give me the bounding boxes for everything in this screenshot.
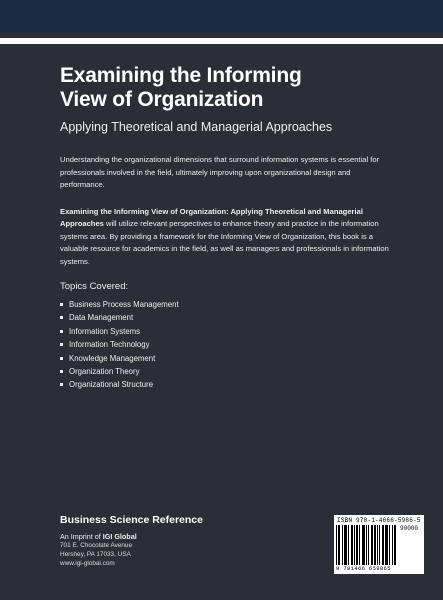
topics-list <box>60 298 390 392</box>
barcode-bar <box>377 525 378 565</box>
barcode-icon <box>336 525 398 565</box>
barcode-bar <box>374 525 375 565</box>
barcode-bar <box>387 525 388 565</box>
barcode-bar <box>357 525 358 565</box>
barcode-bar <box>354 525 355 565</box>
description-paragraph-2 <box>60 206 390 269</box>
book-title-line1: Examining the Informing <box>60 64 302 87</box>
price-code: 90000 <box>400 525 419 532</box>
barcode-bar <box>371 525 372 565</box>
imprint-name: IGI Global <box>102 532 137 541</box>
isbn-barcode <box>334 515 424 574</box>
book-title-line2: View of Organization <box>60 88 264 111</box>
barcode-bar <box>382 525 383 565</box>
barcode-bar <box>389 525 390 565</box>
description-paragraph-1: Understanding the organizational dimensions that surround information systems is essential for professionals involved in the field, ultimately improving upon organizational design and performance. <box>60 155 380 189</box>
publisher-name: Business Science Reference <box>60 514 203 526</box>
barcode-bar <box>366 525 367 565</box>
barcode-bar <box>385 525 386 565</box>
barcode-bar <box>351 525 352 565</box>
barcode-bar <box>363 525 364 565</box>
book-subtitle: Applying Theoretical and Managerial Approaches <box>60 120 333 134</box>
barcode-bar <box>372 525 373 565</box>
barcode-bar <box>345 525 346 565</box>
barcode-bar <box>346 525 347 565</box>
barcode-bar <box>395 525 396 565</box>
imprint-line <box>60 532 300 541</box>
top-color-band <box>0 0 443 32</box>
topic-item: Data Management <box>60 311 390 324</box>
barcode-bar <box>344 525 345 565</box>
topic-item: Organization Theory <box>60 365 390 378</box>
description-paragraph-2-text: will utilize relevant perspectives to enhance theory and practice in the information systems area. By providing a framework for the Informing View of Organization, this book is a valuable resource for academics in the field, as well as managers and professionals in information systems. <box>60 219 389 266</box>
website: www.igi-global.com <box>60 560 115 567</box>
barcode-bar <box>364 525 365 565</box>
description-paragraph-2-bold-title: Examining the Informing View of Organization: Applying Theoretical and Managerial Approaches <box>60 206 363 228</box>
address-line-2: Hershey, PA 17033, USA <box>60 551 131 558</box>
topics-heading: Topics Covered: <box>60 281 129 292</box>
topic-item: Business Process Management <box>60 298 390 311</box>
imprint-prefix: An Imprint of <box>60 532 103 541</box>
barcode-bar <box>338 525 339 565</box>
publisher-footer <box>60 514 300 568</box>
barcode-bar <box>362 525 363 565</box>
barcode-bar <box>356 525 357 565</box>
barcode-bar <box>386 525 387 565</box>
barcode-bar <box>342 525 343 565</box>
top-white-stripe <box>0 38 443 44</box>
barcode-bar <box>352 525 353 565</box>
back-cover-content <box>60 64 390 392</box>
barcode-bar <box>368 525 369 565</box>
barcode-bar <box>394 525 395 565</box>
topic-item: Information Technology <box>60 338 390 351</box>
topic-item: Information Systems <box>60 325 390 338</box>
barcode-bar <box>383 525 384 565</box>
isbn-number: ISBN 978-1-4666-5986-5 <box>337 517 421 524</box>
barcode-bar <box>375 525 376 565</box>
topic-item: Knowledge Management <box>60 352 390 365</box>
barcode-bar <box>392 525 393 565</box>
book-title <box>60 64 390 112</box>
address-line-1: 701 E. Chocolate Avenue <box>60 542 133 549</box>
barcode-bar <box>336 525 337 565</box>
barcode-bar <box>359 525 360 565</box>
topic-item: Organizational Structure <box>60 378 390 391</box>
barcode-bar <box>348 525 349 565</box>
barcode-digits: 9 781466 659865 <box>336 565 391 572</box>
barcode-bar <box>379 525 380 565</box>
barcode-bar <box>339 525 340 565</box>
